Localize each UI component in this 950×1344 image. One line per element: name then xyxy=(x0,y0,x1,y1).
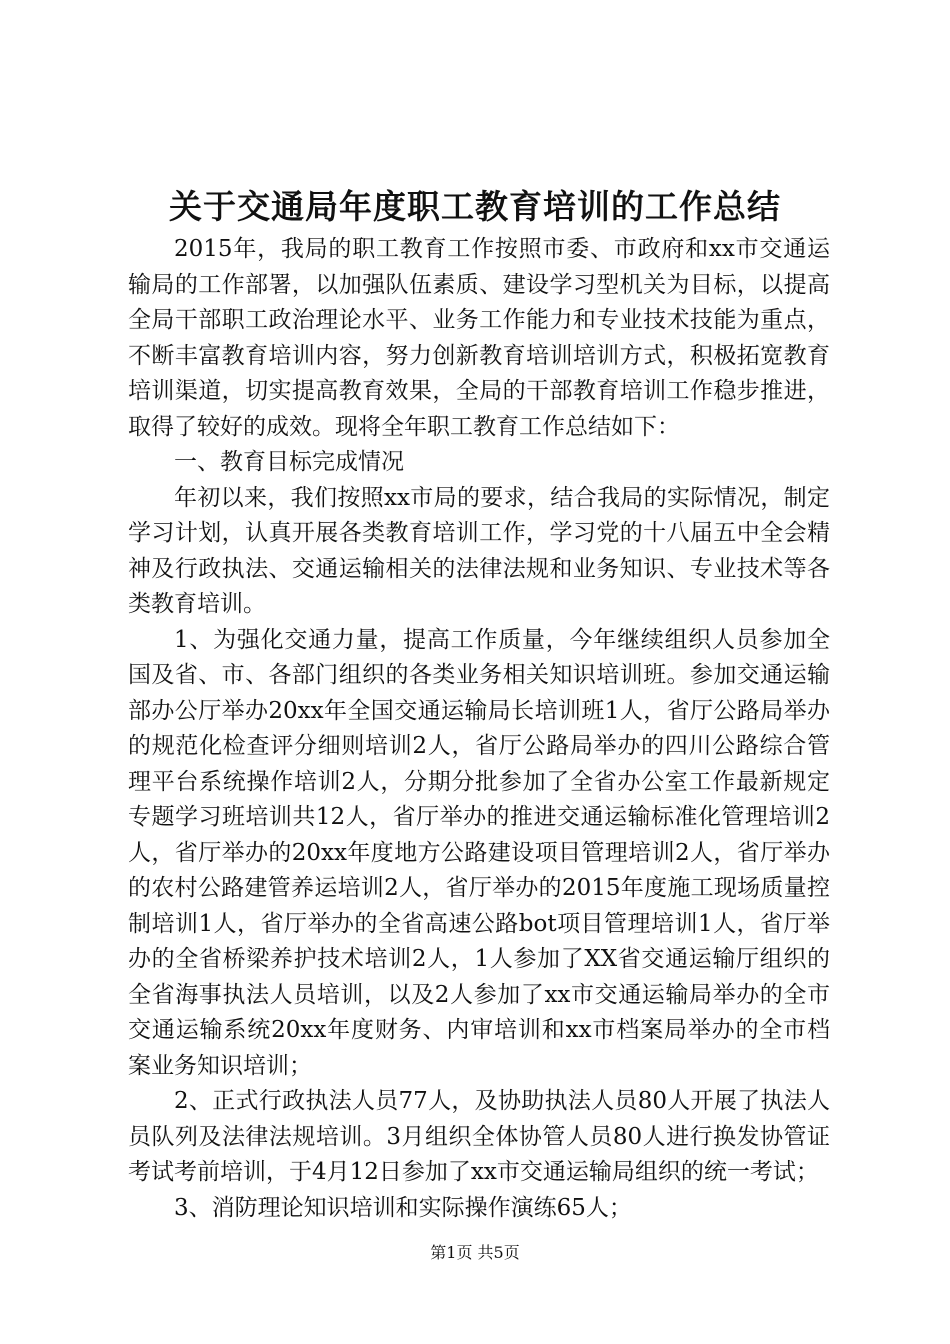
paragraph-intro: 2015年，我局的职工教育工作按照市委、市政府和xx市交通运输局的工作部署，以加强队伍素质、建设学习型机关为目标，以提高全局干部职工政治理论水平、业务工作能力和专业技术技能为重点，不断丰富教育培训内容，努力创新教育培训培训方式，积极拓宽教育培训渠道，切实提高教育效果，全局的干部教育培训工作稳步推进，取得了较好的成效。现将全年职工教育工作总结如下： xyxy=(128,236,830,440)
document-body xyxy=(128,232,830,1226)
document-title: 关于交通局年度职工教育培训的工作总结 xyxy=(169,187,781,226)
paragraph-section-1: 年初以来，我们按照xx市局的要求，结合我局的实际情况，制定学习计划，认真开展各类教育培训工作，学习党的十八届五中全会精神及行政执法、交通运输相关的法律法规和业务知识、专业技术等各类教育培训。 xyxy=(128,484,830,617)
page-number-footer: 第1页 共5页 xyxy=(430,1243,520,1262)
paragraph-item-3: 3、消防理论知识培训和实际操作演练65人； xyxy=(174,1194,632,1221)
paragraph-item-2: 2、正式行政执法人员77人，及协助执法人员80人开展了执法人员队列及法律法规培训。3月组织全体协管人员80人进行换发协管证考试考前培训，于4月12日参加了xx市交通运输局组织的统一考试； xyxy=(128,1088,830,1185)
section-heading-1: 一、教育目标完成情况 xyxy=(174,449,404,475)
paragraph-item-1: 1、为强化交通力量，提高工作质量，今年继续组织人员参加全国及省、市、各部门组织的各类业务相关知识培训班。参加交通运输部办公厅举办20xx年全国交通运输局长培训班1人，省厅公路局举办的规范化检查评分细则培训2人，省厅公路局举办的四川公路综合管理平台系统操作培训2人，分期分批参加了全省办公室工作最新规定专题学习班培训共12人，省厅举办的推进交通运输标准化管理培训2人，省厅举办的20xx年度地方公路建设项目管理培训2人，省厅举办的农村公路建管养运培训2人，省厅举办的2015年度施工现场质量控制培训1人，省厅举办的全省高速公路bot项目管理培训1人，省厅举办的全省桥梁养护技术培训2人，1人参加了XX省交通运输厅组织的全省海事执法人员培训，以及2人参加了xx市交通运输局举办的全市交通运输系统20xx年度财务、内审培训和xx市档案局举办的全市档案业务知识培训； xyxy=(128,626,830,1079)
